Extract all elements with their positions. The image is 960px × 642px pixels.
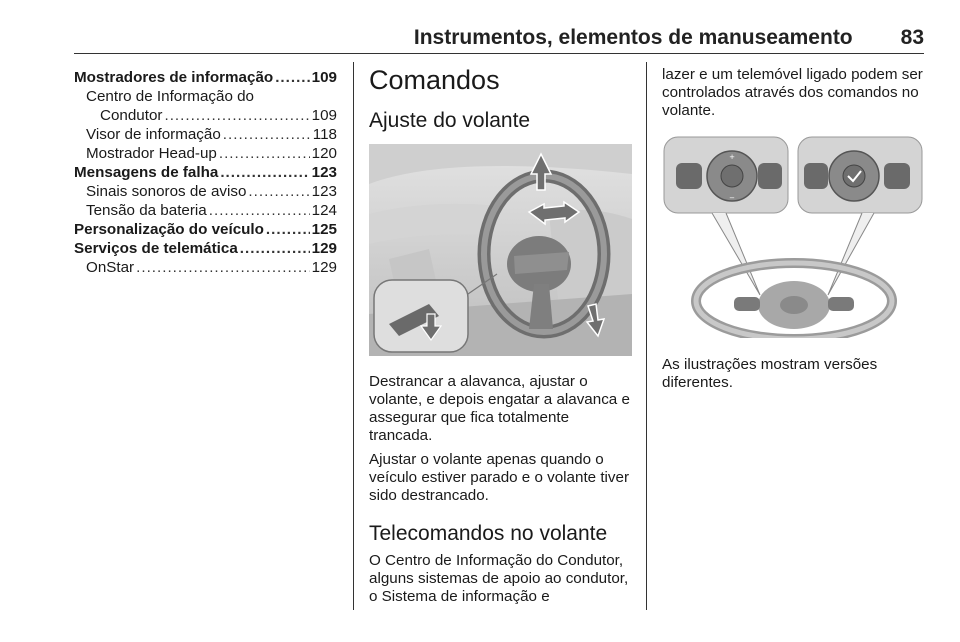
- page-number: 83: [900, 26, 924, 49]
- table-of-contents: [74, 68, 337, 277]
- toc-subentry[interactable]: Centro de Informação do: [86, 88, 255, 105]
- header-title: Instrumentos, elementos de manuseamento: [413, 26, 853, 49]
- header-rule: [74, 53, 924, 54]
- toc-subentry[interactable]: Mostrador Head-up ..... 120: [74, 144, 337, 163]
- toc-entry[interactable]: Mostradores de informação ..... 109: [74, 68, 337, 87]
- body-paragraph: Destrancar a alavanca, ajustar o volante, e depois engatar a alavanca e assegurar que fica totalmente trancada.: [369, 373, 630, 444]
- left-control-pad-icon: [664, 137, 788, 213]
- steering-wheel-controls-illustration: [662, 135, 924, 338]
- column-divider-right: [646, 62, 647, 610]
- body-paragraph: Ajustar o volante apenas quando o veículo estiver parado e o volante tiver sido destrancado.: [369, 451, 630, 504]
- right-column: [662, 66, 926, 392]
- right-control-pad-icon: [798, 137, 922, 213]
- toc-subentry[interactable]: Condutor ..... 109: [74, 106, 337, 125]
- page-header: [74, 26, 924, 52]
- toc-entry[interactable]: Serviços de telemática ..... 129: [74, 239, 337, 258]
- body-paragraph: lazer e um telemóvel ligado podem ser controlados através dos comandos no volante.: [662, 66, 923, 119]
- column-divider-left: [353, 62, 354, 610]
- svg-text:+: +: [729, 153, 735, 161]
- toc-subentry[interactable]: Visor de informação ..... 118: [74, 125, 337, 144]
- section-title: Comandos: [369, 65, 500, 95]
- toc-subentry[interactable]: Sinais sonoros de aviso ..... 123: [74, 182, 337, 201]
- svg-text:−: −: [729, 194, 735, 202]
- toc-subentry[interactable]: Tensão da bateria ..... 124: [74, 201, 337, 220]
- toc-entry[interactable]: Personalização do veículo ..... 125: [74, 220, 337, 239]
- steering-wheel-adjustment-illustration: [369, 144, 632, 356]
- subsection-title: Telecomandos no volante: [369, 522, 608, 545]
- figure-caption: As ilustrações mostram versões diferentes.: [662, 356, 878, 391]
- body-paragraph: O Centro de Informação do Condutor, alguns sistemas de apoio ao condutor, o Sistema de informação e: [369, 552, 629, 605]
- toc-subentry[interactable]: OnStar ..... 129: [74, 258, 337, 277]
- subsection-title: Ajuste do volante: [369, 109, 531, 132]
- middle-column: [369, 64, 635, 606]
- toc-entry[interactable]: Mensagens de falha ..... 123: [74, 163, 337, 182]
